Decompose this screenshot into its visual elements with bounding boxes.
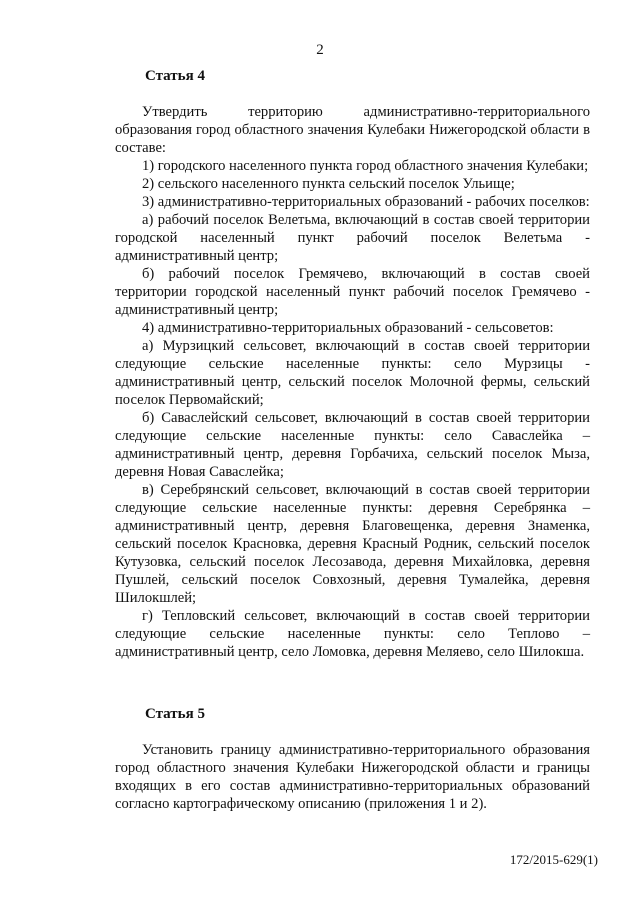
article-4-body [115,103,590,661]
list-item: в) Серебрянский сельсовет, включающий в состав своей территории следующие сельские населенные пункты: деревня Серебрянка – административный центр, деревня Благовещенка, деревня Знаменка, сельский поселок Красновка, деревня Красный Родник, сельский поселок Кутузовка, сельский поселок Лесозавода, деревня Михайловка, деревня Пушлей, сельский поселок Совхозный, деревня Тумалейка, деревня Шилокшлей; [115,482,590,606]
article-4-intro: Утвердить территорию административно-территориального образования город областного значения Кулебаки Нижегородской области в составе: [115,104,590,156]
list-item: а) Мурзицкий сельсовет, включающий в состав своей территории следующие сельские населенные пункты: село Мурзицы - административный центр, сельский поселок Молочной фермы, сельский поселок Первомайский; [115,338,590,408]
article-5-heading: Статья 5 [145,706,205,722]
page-number: 2 [316,42,324,58]
article-5-text: Установить границу административно-территориального образования город областного значения Кулебаки Нижегородской области и границы входящих в его состав административно-территориальных образований согласно картографическому описанию (приложения 1 и 2). [115,742,590,812]
list-item: а) рабочий поселок Велетьма, включающий в состав своей территории городской населенный пункт рабочий поселок Велетьма - административный центр; [115,212,590,264]
list-item: б) рабочий поселок Гремячево, включающий в состав своей территории городской населенный пункт рабочий поселок Гремячево - административный центр; [115,266,590,318]
list-item: б) Саваслейский сельсовет, включающий в состав своей территории следующие сельские населенные пункты: село Саваслейка – административный центр, деревня Горбачиха, сельский поселок Мыза, деревня Новая Саваслейка; [115,410,590,480]
article-5-body [115,741,590,813]
list-item: г) Тепловский сельсовет, включающий в состав своей территории следующие сельские населенные пункты: село Теплово – административный центр, село Ломовка, деревня Меляево, село Шилокша. [115,608,590,660]
list-item: 1) городского населенного пункта город областного значения Кулебаки; [142,158,589,174]
list-item: 4) административно-территориальных образований - сельсоветов: [142,320,554,336]
list-item: 2) сельского населенного пункта сельский поселок Ульище; [142,176,515,192]
article-4-heading: Статья 4 [145,68,205,84]
list-item: 3) административно-территориальных образований - рабочих поселков: [142,194,590,210]
document-code: 172/2015-629(1) [509,852,598,867]
